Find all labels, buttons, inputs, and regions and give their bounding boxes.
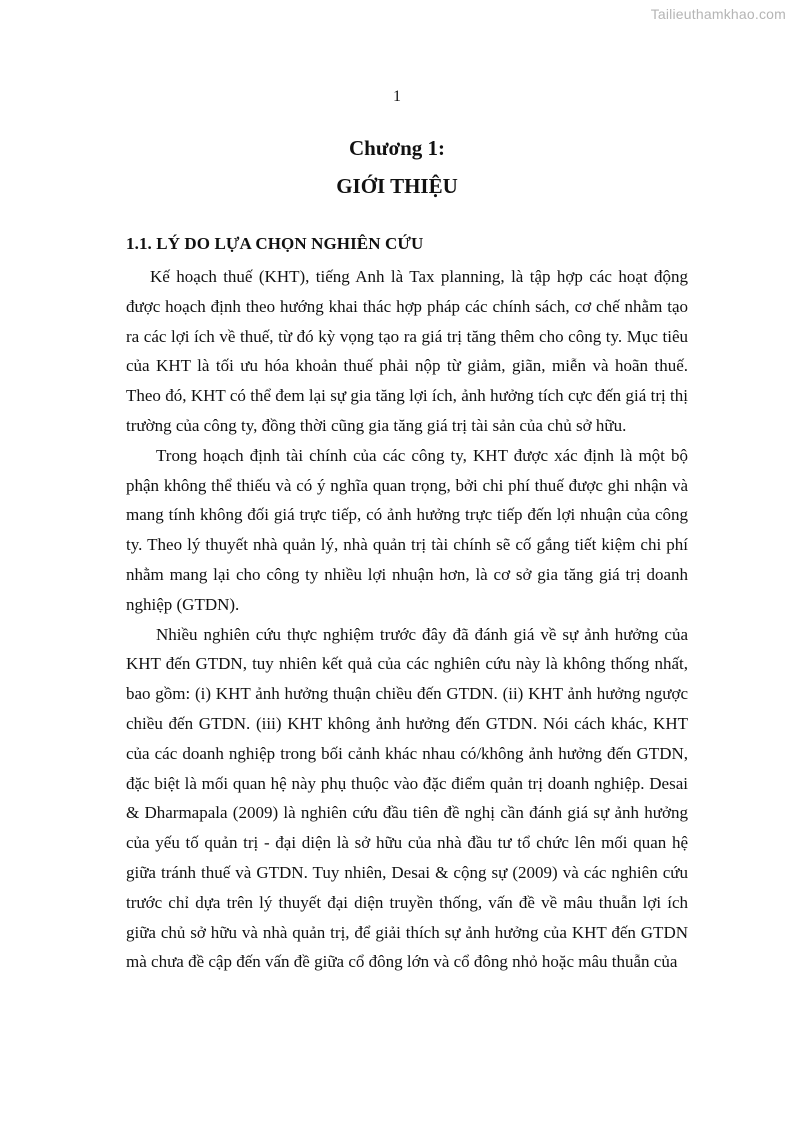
- paragraph: Nhiều nghiên cứu thực nghiệm trước đây đã đánh giá về sự ảnh hưởng của KHT đến GTDN, tuy nhiên kết quả của các nghiên cứu này là không thống nhất, bao gồm: (i) KHT ảnh hưởng thuận chiều đến GTDN. (ii) KHT ảnh hưởng ngược chiều đến GTDN. (iii) KHT không ảnh hưởng đến GTDN. Nói cách khác, KHT của các doanh nghiệp trong bối cảnh khác nhau có/không ảnh hưởng đến GTDN, đặc biệt là mối quan hệ này phụ thuộc vào đặc điểm quản trị doanh nghiệp. Desai & Dharmapala (2009) là nghiên cứu đầu tiên đề nghị cần đánh giá sự ảnh hưởng của yếu tố quản trị - đại diện là sở hữu của nhà đầu tư tổ chức lên mối quan hệ giữa tránh thuế và GTDN. Tuy nhiên, Desai & cộng sự (2009) và các nghiên cứu trước chỉ dựa trên lý thuyết đại diện truyền thống, vấn đề về mâu thuẫn lợi ích giữa chủ sở hữu và nhà quản trị, để giải thích sự ảnh hưởng của KHT đến GTDN mà chưa đề cập đến vấn đề giữa cổ đông lớn và cổ đông nhỏ hoặc mâu thuẫn của: [126, 624, 688, 972]
- paragraph: Trong hoạch định tài chính của các công ty, KHT được xác định là một bộ phận không thể thiếu và có ý nghĩa quan trọng, bởi chi phí thuế được ghi nhận và mang tính không đối giá trực tiếp, có ảnh hưởng trực tiếp đến lợi nhuận của công ty. Theo lý thuyết nhà quản lý, nhà quản trị tài chính sẽ cố gắng tiết kiệm chi phí nhằm mang lại cho công ty nhiều lợi nhuận hơn, là cơ sở gia tăng giá trị doanh nghiệp (GTDN).: [126, 445, 688, 614]
- body-text: [126, 262, 688, 977]
- paragraph: Kế hoạch thuế (KHT), tiếng Anh là Tax planning, là tập hợp các hoạt động được hoạch định theo hướng khai thác hợp pháp các chính sách, cơ chế nhằm tạo ra các lợi ích về thuế, từ đó kỳ vọng tạo ra giá trị tăng thêm cho công ty. Mục tiêu của KHT là tối ưu hóa khoản thuế phải nộp từ giảm, giãn, miễn và hoãn thuế. Theo đó, KHT có thể đem lại sự gia tăng lợi ích, ảnh hưởng tích cực đến giá trị thị trường của công ty, đồng thời cũng gia tăng giá trị tài sản của chủ sở hữu.: [126, 267, 688, 435]
- chapter-label: Chương 1:: [349, 136, 445, 160]
- section-heading: 1.1. LÝ DO LỰA CHỌN NGHIÊN CỨU: [126, 234, 424, 253]
- chapter-title: GIỚI THIỆU: [336, 174, 458, 198]
- watermark: Tailieuthamkhao.com: [650, 6, 786, 22]
- chapter-heading: [0, 132, 794, 202]
- page-number: 1: [393, 88, 401, 105]
